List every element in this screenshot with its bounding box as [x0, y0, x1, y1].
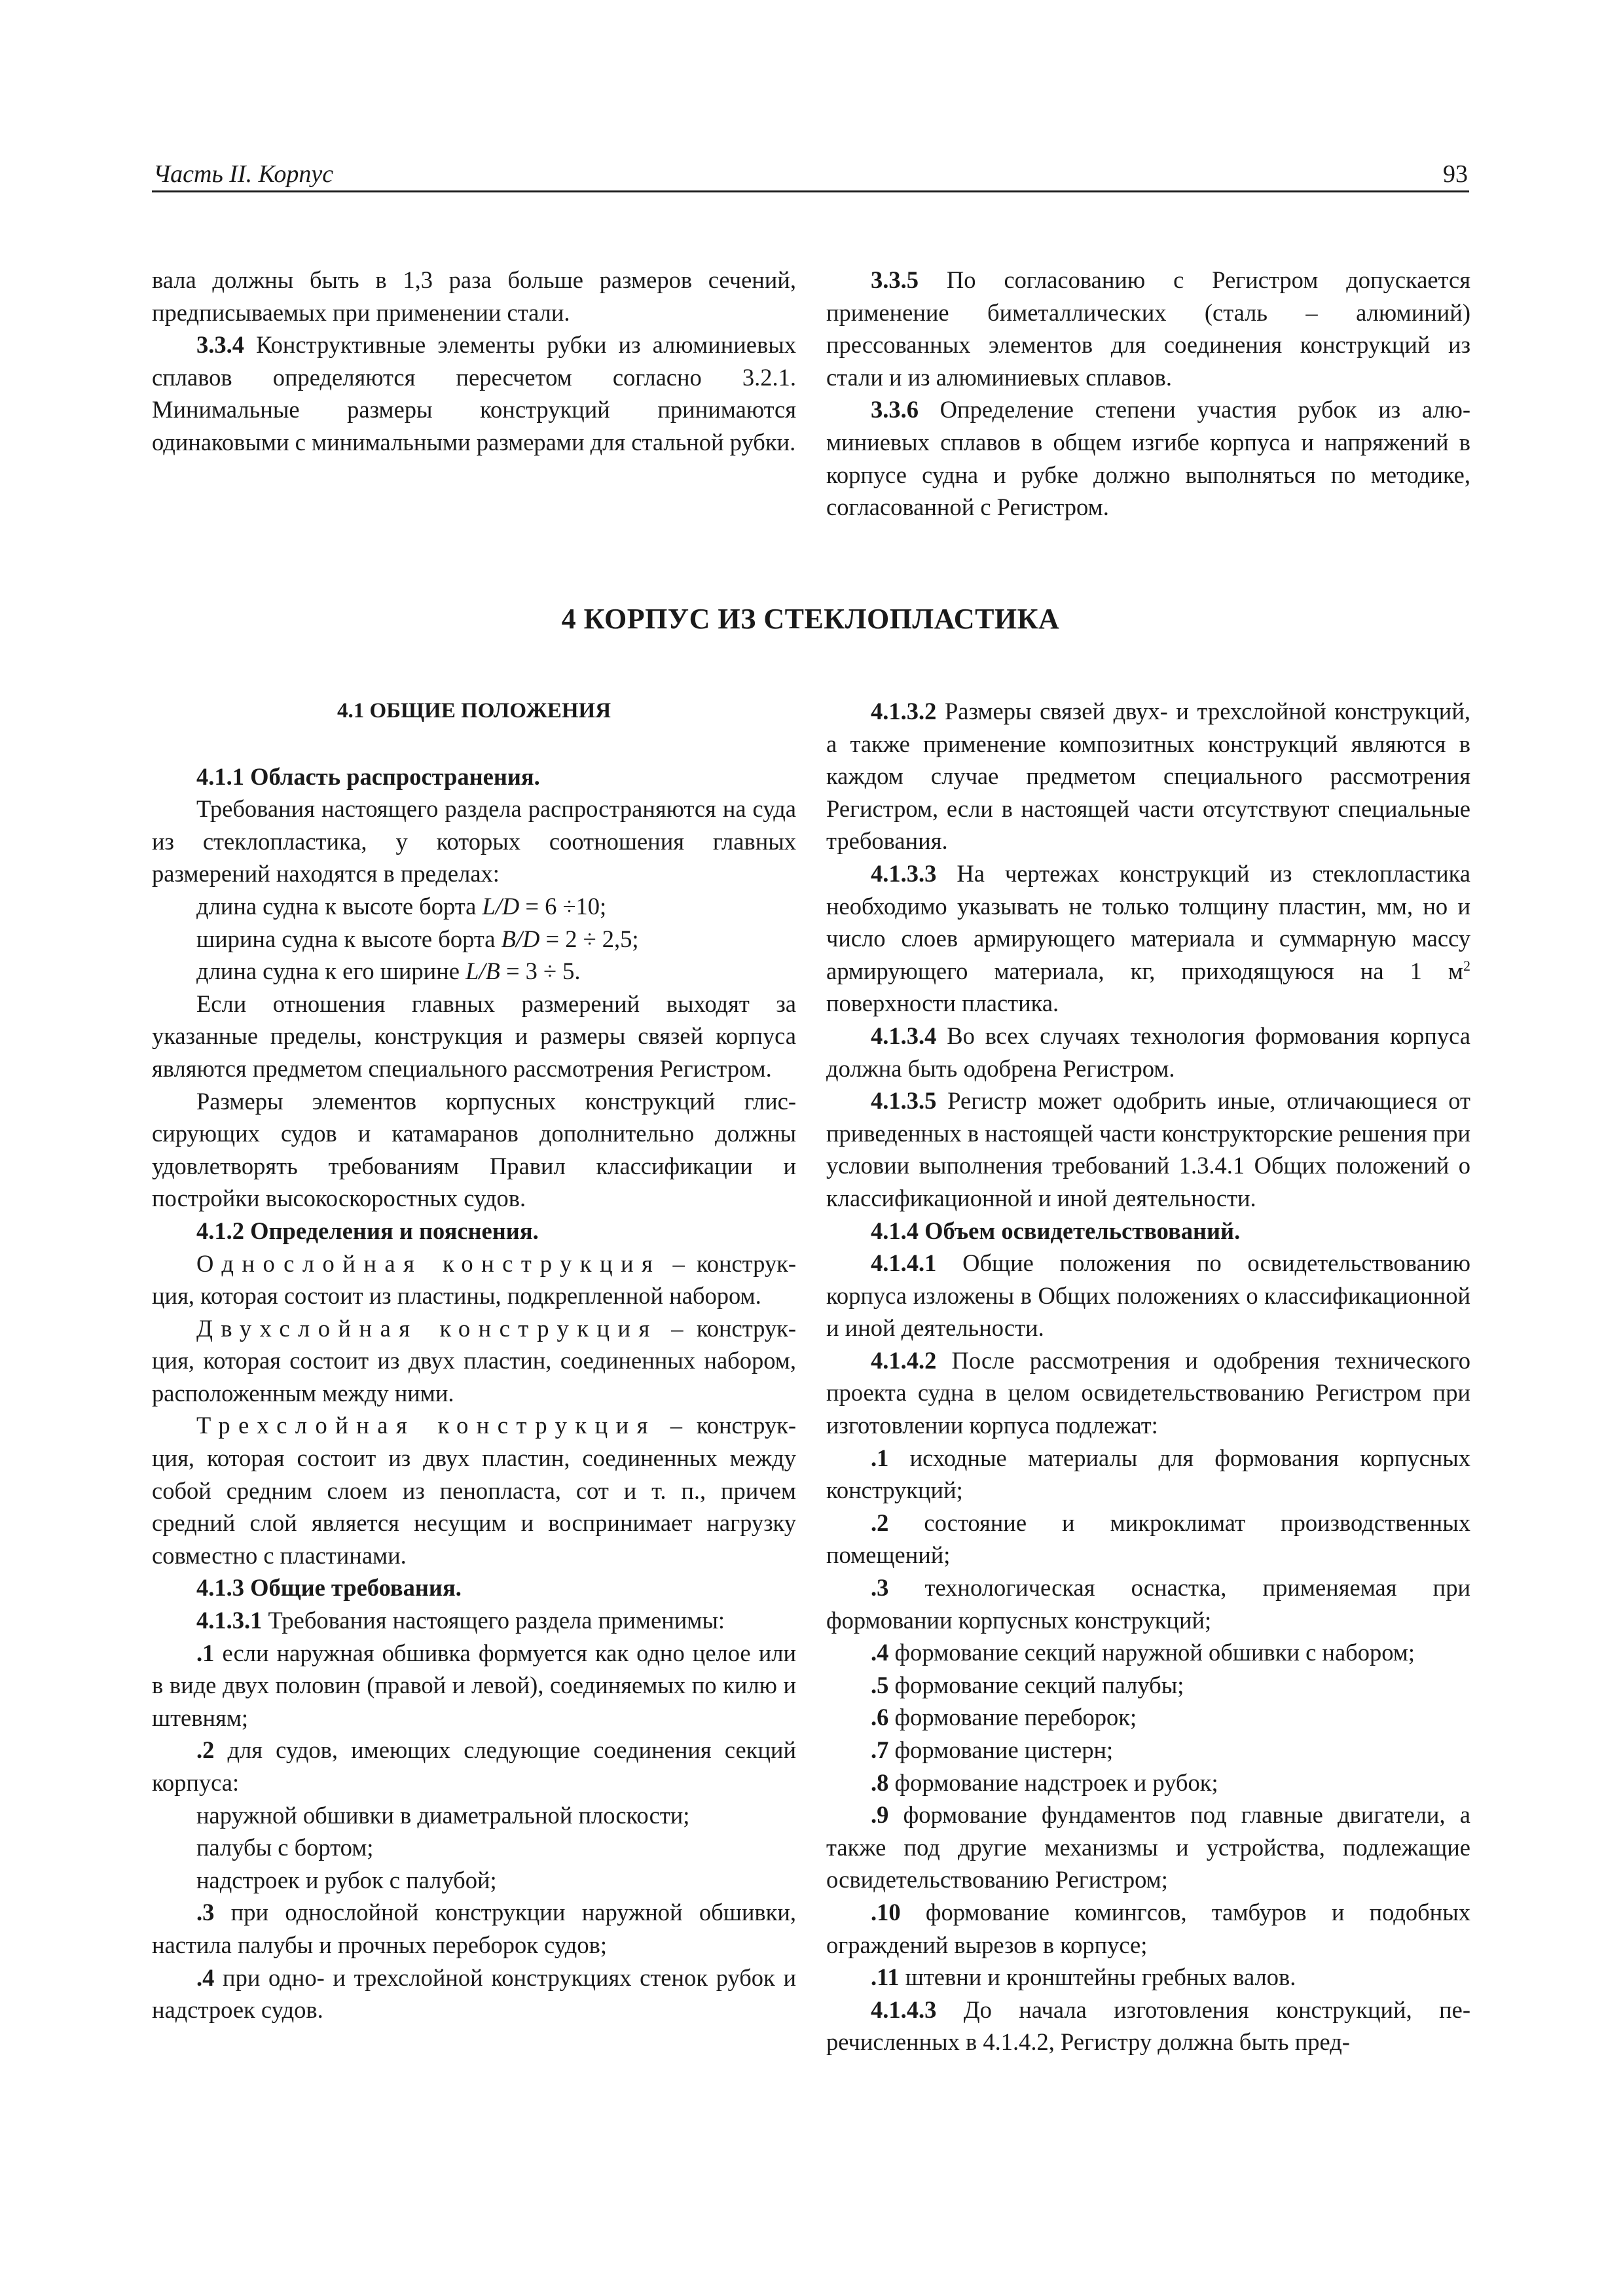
- paragraph-3-3-4: 3.3.4 Конструктивные элементы рубки из алюминиевых сплавов определяются пересчетом согласно 3.2.1. Минимальные размеры конструкций принимаются одинаковыми с минимальными размерами для стальной рубки.: [152, 331, 796, 456]
- page-number: 93: [1443, 160, 1468, 188]
- list-item: .7 формование цистерн;: [871, 1736, 1114, 1763]
- list-item: .2 состояние и микроклимат производственных помещений;: [826, 1509, 1470, 1569]
- paragraph-4-1-3-5: 4.1.3.5 Регистр может одобрить иные, отличающиеся от приведенных в настоящей части конструкторские решения при условии выполнения требований 1.3.4.1 Общих положений о классификационной и иной деятельности.: [826, 1087, 1470, 1211]
- paragraph-4-1-4-2: 4.1.4.2 После рассмотрения и одобрения технического проекта судна в целом освидетельствованию Регистром при изготовлении корпуса подлежат:: [826, 1346, 1470, 1439]
- list-item: .2 для судов, имеющих следующие соединения секций корпуса:: [152, 1736, 796, 1796]
- header-part-title: Часть II. Корпус: [153, 160, 334, 188]
- ratio-line: ширина судна к высоте борта B/D = 2 ÷ 2,5;: [196, 925, 639, 952]
- definition-single: Однослойная конструкция – конструкция, которая состоит из пластины, подкрепленной набором.: [152, 1249, 796, 1310]
- ratio-line: длина судна к его ширине L/B = 3 ÷ 5.: [196, 958, 581, 985]
- section-title: 4 КОРПУС ИЗ СТЕКЛОПЛАСТИКА: [561, 603, 1060, 635]
- paragraph-3-3-6: 3.3.6 Определение степени участия рубок из алюминиевых сплавов в общем изгибе корпуса и напряжений в корпусе судна и рубке должно выполняться по методике, согласованной с Регистром.: [826, 396, 1470, 521]
- subsection-title: 4.1 ОБЩИЕ ПОЛОЖЕНИЯ: [337, 699, 611, 723]
- right-column: [826, 695, 1470, 2058]
- definition-triple: Трехслойная конструкция – конструкция, которая состоит из двух пластин, соединенных между собой средним слоем из пенопласта, сот и т. п., причем средний слой является несущим и воспринимает нагрузку совместно с пластинами.: [152, 1412, 796, 1569]
- paragraph: Требования настоящего раздела распространяются на суда из стеклопластика, у которых соотношения главных размерений находятся в пределах:: [152, 795, 796, 888]
- list-item: .8 формование надстроек и рубок;: [871, 1768, 1218, 1796]
- header-rule: [152, 190, 1469, 192]
- top-left-column: [152, 264, 796, 459]
- paragraph-3-3-5: 3.3.5 По согласованию с Регистром допускается применение биметаллических (сталь – алюминий) прессованных элементов для соединения конструкций из стали и из алюминиевых сплавов.: [826, 266, 1470, 391]
- running-header: [152, 156, 1469, 192]
- paragraph-4-1-3-2: 4.1.3.2 Размеры связей двух- и трехслойной конструкций, а также применение композитных конструкций являются в каждом случае предметом специального рассмотрения Регистром, если в настоящей части отсутствуют специальные требования.: [826, 698, 1470, 855]
- list-item: .9 формование фундаментов под главные двигатели, а также под другие механизмы и устройства, подлежащие освидетельствованию Регистром;: [826, 1801, 1470, 1893]
- list-item: .3 технологическая оснастка, применяемая при формовании корпусных конструкций;: [826, 1574, 1470, 1634]
- paragraph-4-1-3-3: 4.1.3.3 На чертежах конструкций из стеклопластика необходимо указывать не только толщину пластин, мм, но и число слоев армирующего материала и суммарную массу армирующего материала, кг, приходящуюся на 1 $м^2$ поверхности пластика.: [826, 859, 1470, 1017]
- heading-4-1-3: 4.1.3 Общие требования.: [196, 1574, 462, 1602]
- heading-4-1-2: 4.1.2 Определения и пояснения.: [196, 1217, 539, 1244]
- heading-4-1-4: 4.1.4 Объем освидетельствований.: [871, 1217, 1241, 1244]
- definition-double: Двухслойная конструкция – конструкция, которая состоит из двух пластин, соединенных набором, расположенным между ними.: [152, 1314, 797, 1407]
- list-item: .1 исходные материалы для формования корпусных конструкций;: [826, 1444, 1470, 1504]
- list-item: .4 при одно- и трехслойной конструкциях стенок рубок и надстроек судов.: [152, 1964, 796, 2024]
- list-item: .6 формование переборок;: [871, 1704, 1137, 1731]
- sub-list-item: палубы с бортом;: [196, 1834, 374, 1861]
- ratio-line: длина судна к высоте борта L/D = 6 ÷10;: [196, 892, 607, 920]
- left-column: [152, 695, 796, 2026]
- list-item: .10 формование комингсов, тамбуров и подобных ограждений вырезов в корпусе;: [826, 1898, 1470, 1958]
- paragraph: Размеры элементов корпусных конструкций глиссирующих судов и катамаранов дополнительно должны удовлетворять требованиям Правил классификации и постройки высокоскоростных судов.: [152, 1087, 796, 1212]
- paragraph-4-1-4-3: 4.1.4.3 До начала изготовления конструкций, перечисленных в 4.1.4.2, Регистру должна быть пред-: [826, 1996, 1470, 2056]
- sub-list-item: наружной обшивки в диаметральной плоскости;: [196, 1801, 690, 1829]
- heading-4-1-1: 4.1.1 Область распространения.: [196, 762, 540, 790]
- paragraph-4-1-3-1: 4.1.3.1 Требования настоящего раздела применимы:: [196, 1607, 725, 1634]
- sub-list-item: надстроек и рубок с палубой;: [196, 1866, 497, 1893]
- top-right-column: [826, 264, 1470, 524]
- paragraph: вала должны быть в 1,3 раза больше размеров сечений, предписываемых при применении стали.: [152, 266, 796, 326]
- list-item: .5 формование секций палубы;: [871, 1671, 1184, 1698]
- list-item: .3 при однослойной конструкции наружной обшивки, настила палубы и прочных переборок судов;: [152, 1899, 796, 1958]
- paragraph-4-1-3-4: 4.1.3.4 Во всех случаях технология формования корпуса должна быть одобрена Регистром.: [826, 1022, 1470, 1082]
- list-item: .1 если наружная обшивка формуется как одно целое или в виде двух половин (правой и левой), соединяемых по килю и штевням;: [152, 1639, 796, 1731]
- paragraph: Если отношения главных размерений выходят за указанные пределы, конструкция и размеры связей корпуса являются предметом специального рассмотрения Регистром.: [152, 990, 796, 1082]
- paragraph-4-1-4-1: 4.1.4.1 Общие положения по освидетельствованию корпуса изложены в Общих положениях о классификационной и иной деятельности.: [826, 1249, 1470, 1342]
- survey-items-list: [826, 1442, 1470, 1994]
- list-item: .4 формование секций наружной обшивки с набором;: [871, 1639, 1415, 1666]
- list-item: .11 штевни и кронштейны гребных валов.: [871, 1964, 1296, 1991]
